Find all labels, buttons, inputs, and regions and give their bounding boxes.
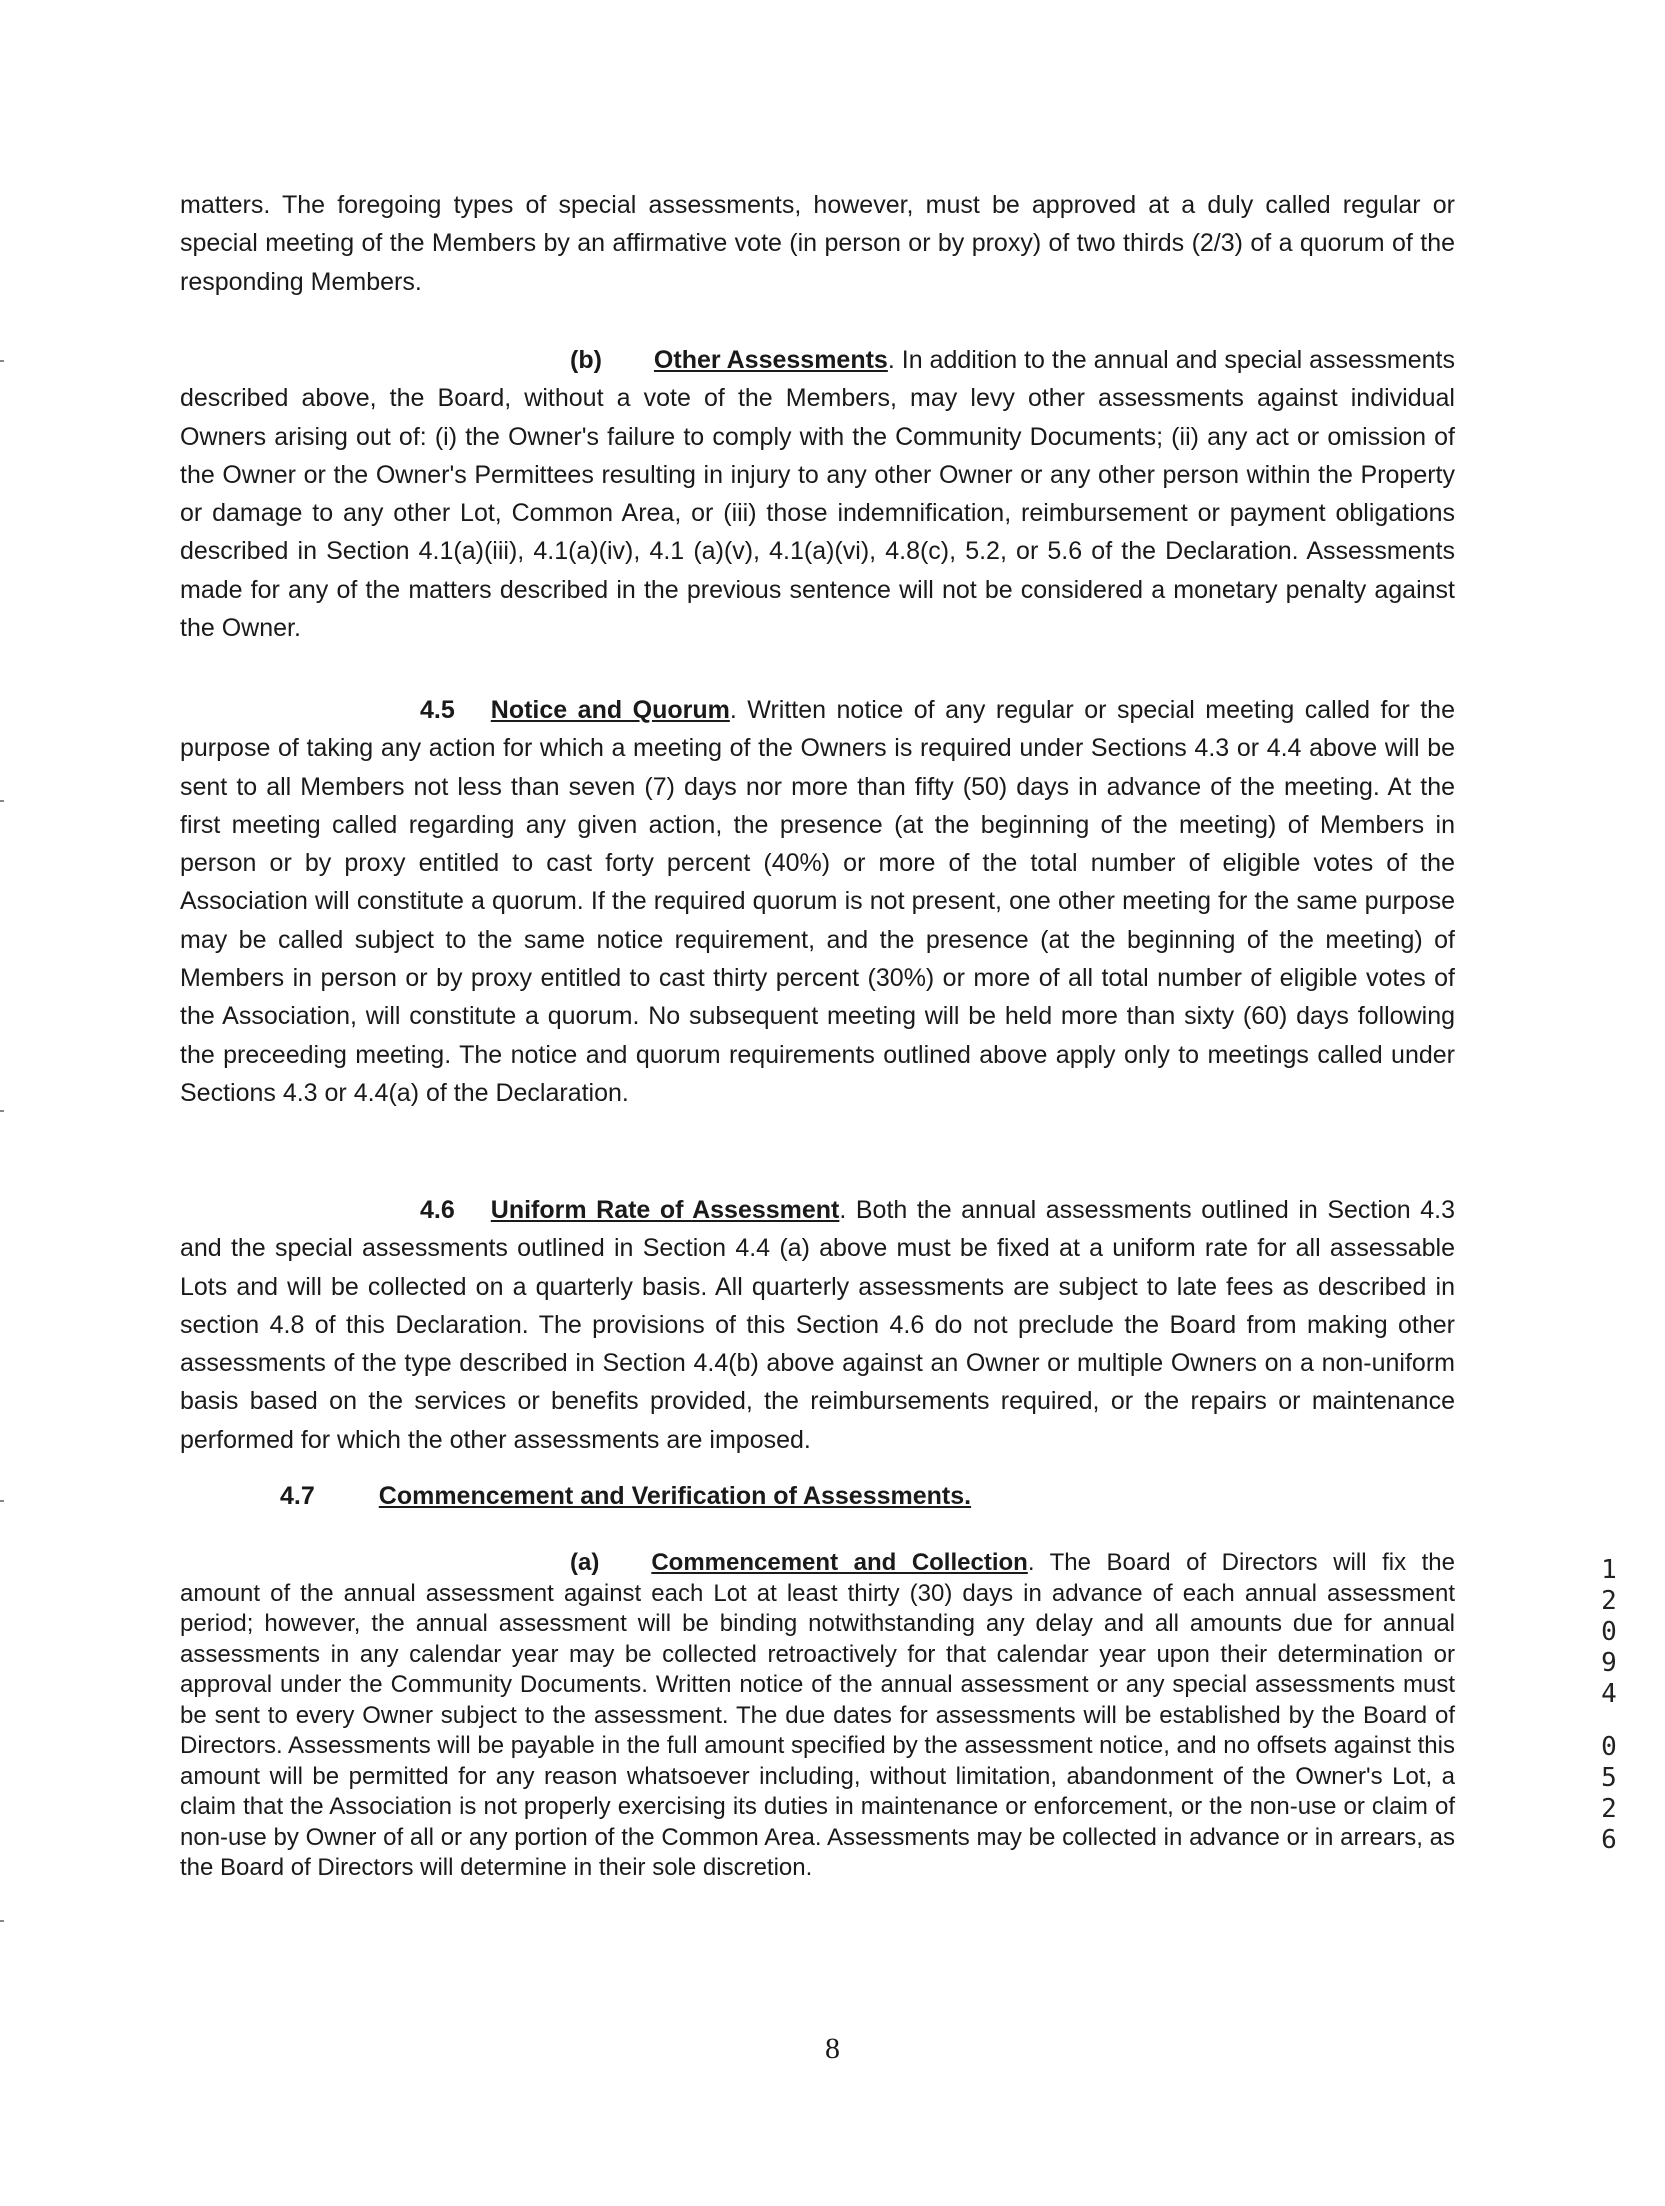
margin-mark: [0, 360, 4, 362]
paragraph-other-assessments: [180, 341, 1455, 647]
paragraph-continued: [180, 186, 1455, 301]
section-heading: Uniform Rate of Assessment: [490, 1196, 840, 1224]
id-digit: 5: [1601, 1763, 1617, 1793]
paragraph-text: matters. The foregoing types of special assessments, however, must be approved at a duly called regular or special meeting of the Members by an affirmative vote (in person or by proxy) of two thirds (2/3) of a quorum of the responding Members.: [180, 191, 1455, 296]
subsection-heading: Commencement and Collection: [651, 1549, 1028, 1576]
paragraph-text: . Both the annual assessments outlined in Section 4.3 and the special assessments outlined in Section 4.4 (a) above must be fixed at a uniform rate for all assessable Lots and will be collected on a quarterly basis. All quarterly assessments are subject to late fees as described in section 4.8 of this Declaration. The provisions of this Section 4.6 do not preclude the Board from making other assessments of the type described in Section 4.4(b) above against an Owner or multiple Owners on a non-uniform basis based on the services or benefits provided, the reimbursements required, or the repairs or maintenance performed for which the other assessments are imposed.: [180, 1196, 1455, 1454]
paragraph-text: . In addition to the annual and special assessments described above, the Board, without a vote of the Members, may levy other assessments against individual Owners arising out of: (i) the Owner's failure to comply with the Community Documents; (ii) any act or omission of the Owner or the Owner's Permittees resulting in injury to any other Owner or any other person within the Property or damage to any other Lot, Common Area, or (iii) those indemnification, reimbursement or payment obligations described in Section 4.1(a)(iii), 4.1(a)(iv), 4.1 (a)(v), 4.1(a)(vi), 4.8(c), 5.2, or 5.6 of the Declaration. Assessments made for any of the matters described in the previous sentence will not be considered a monetary penalty against the Owner.: [180, 346, 1455, 643]
id-digit: 9: [1601, 1648, 1617, 1678]
vertical-document-id: [1595, 1555, 1623, 1856]
margin-mark: [0, 1920, 4, 1922]
margin-mark: [0, 1110, 4, 1112]
subsection-label: (a): [570, 1549, 600, 1576]
section-4-5: [180, 691, 1455, 1112]
section-heading: Commencement and Verification of Assessments.: [378, 1482, 972, 1510]
id-digit: 1: [1601, 1555, 1617, 1585]
id-digit: 4: [1601, 1679, 1617, 1709]
section-number: 4.7: [280, 1482, 315, 1510]
section-number: 4.5: [420, 696, 455, 724]
margin-mark: [0, 800, 4, 802]
id-digit: 2: [1601, 1586, 1617, 1616]
margin-mark: [0, 1500, 4, 1502]
id-digit: 0: [1601, 1732, 1617, 1762]
section-4-6: [180, 1191, 1455, 1459]
id-digit: 6: [1601, 1825, 1617, 1855]
section-number: 4.6: [420, 1196, 455, 1224]
section-4-7-title: [280, 1477, 971, 1515]
section-heading: Notice and Quorum: [490, 696, 730, 724]
id-digit: 0: [1601, 1617, 1617, 1647]
paragraph-text: . Written notice of any regular or special meeting called for the purpose of taking any action for which a meeting of the Owners is required under Sections 4.3 or 4.4 above will be sent to all Members not less than seven (7) days nor more than fifty (50) days in advance of the meeting. At the first meeting called regarding any given action, the presence (at the beginning of the meeting) of Members in person or by proxy entitled to cast forty percent (40%) or more of the total number of eligible votes of the Association will constitute a quorum. If the required quorum is not present, one other meeting for the same purpose may be called subject to the same notice requirement, and the presence (at the beginning of the meeting) of Members in person or by proxy entitled to cast thirty percent (30%) or more of all total number of eligible votes of the Association, will constitute a quorum. No subsequent meeting will be held more than sixty (60) days following the preceeding meeting. The notice and quorum requirements outlined above apply only to meetings called under Sections 4.3 or 4.4(a) of the Declaration.: [180, 696, 1455, 1107]
subsection-label: (b): [570, 346, 602, 374]
paragraph-text: . The Board of Directors will fix the amount of the annual assessment against each Lot at least thirty (30) days in advance of each annual assessment period; however, the annual assessment will be binding notwithstanding any delay and all amounts due for annual assessments in any calendar year may be collected retroactively for that calendar year upon their determination or approval under the Community Documents. Written notice of the annual assessment or any special assessments must be sent to every Owner subject to the assessment. The due dates for assessments will be established by the Board of Directors. Assessments will be payable in the full amount specified by the assessment notice, and no offsets against this amount will be permitted for any reason whatsoever including, without limitation, abandonment of the Owner's Lot, a claim that the Association is not properly exercising its duties in maintenance or enforcement, or the non-use or claim of non-use by Owner of all or any portion of the Common Area. Assessments may be collected in advance or in arrears, as the Board of Directors will determine in their sole discretion.: [180, 1549, 1455, 1881]
section-4-7-a: [180, 1548, 1455, 1884]
subsection-heading: Other Assessments: [653, 346, 888, 374]
id-digit: 2: [1601, 1794, 1617, 1824]
page-number: 8: [825, 2032, 840, 2065]
